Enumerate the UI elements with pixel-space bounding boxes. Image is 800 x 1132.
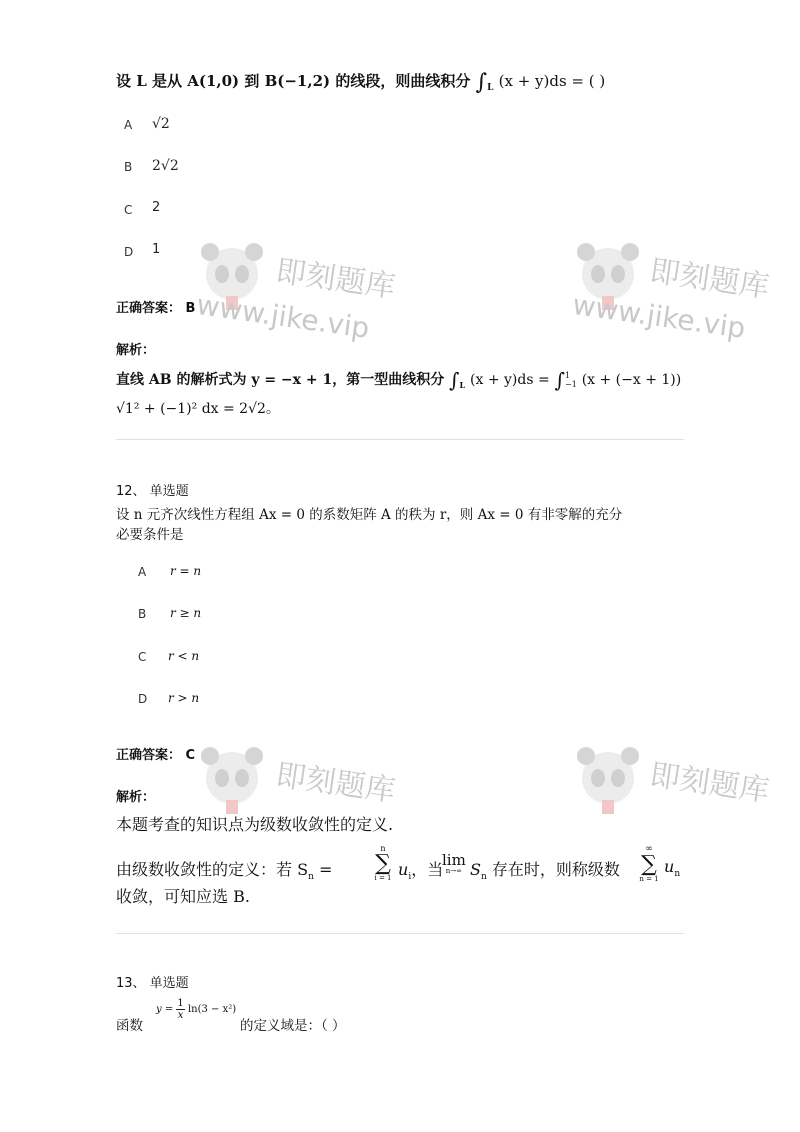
q13-suffix: 的定义域是：（ ） bbox=[240, 1018, 346, 1034]
q12-header: 12、 单选题 bbox=[116, 484, 189, 499]
q12-analysis-line3: 收敛，可知应选 B. bbox=[116, 887, 250, 906]
q11-option-b-value: 2√2 bbox=[152, 158, 179, 174]
q12-analysis-text bbox=[116, 857, 332, 882]
formula-y: y = bbox=[156, 1004, 174, 1015]
q12-option-c-letter: C bbox=[138, 650, 147, 664]
q12-option-d-value: r > n bbox=[168, 691, 200, 705]
fraction-denominator: x bbox=[177, 1010, 184, 1021]
lim-word: lim bbox=[442, 851, 466, 869]
integral-upper-limit: 1 bbox=[565, 371, 571, 380]
q12-analysis-text-e: 存在时，则称级数 bbox=[486, 860, 620, 879]
q11-analysis-expr: (x + (−x + 1)) bbox=[581, 372, 682, 388]
q11-option-a-letter: A bbox=[124, 118, 133, 132]
integral-symbol: ∫ bbox=[449, 368, 460, 392]
q12-option-b-letter: B bbox=[138, 607, 147, 621]
q13-stem bbox=[116, 996, 416, 1040]
q12-analysis-exists bbox=[470, 857, 620, 882]
s-term: S bbox=[470, 860, 481, 879]
q11-option-d-value: 1 bbox=[152, 242, 161, 257]
q11-analysis-text: 直线 AB 的解析式为 y = −x + 1，第一型曲线积分 bbox=[116, 372, 445, 388]
watermark-left-2 bbox=[196, 740, 416, 810]
q12-stem-line1: 设 n 元齐次线性方程组 Ax = 0 的系数矩阵 A 的秩为 r，则 Ax = 0 有非零解的充分 bbox=[116, 507, 623, 523]
watermark-left-1 bbox=[196, 236, 436, 356]
section-divider bbox=[116, 933, 684, 934]
subscript-n: n bbox=[308, 872, 314, 883]
q11-stem-prefix: 设 L 是从 A(1,0) 到 B(−1,2) 的线段，则曲线积分 bbox=[116, 72, 471, 90]
subscript-i: i bbox=[408, 872, 412, 883]
u-term: u bbox=[398, 860, 409, 879]
q13-header: 13、 单选题 bbox=[116, 976, 189, 991]
watermark-brand: 即刻题库 bbox=[647, 253, 772, 306]
q12-option-a-letter: A bbox=[138, 565, 147, 579]
q11-integrand: (x + y)ds = ( ) bbox=[498, 72, 606, 90]
watermark-right-2 bbox=[572, 740, 772, 810]
q12-option-d-letter: D bbox=[138, 692, 148, 706]
q12-analysis-text-a: 由级数收敛性的定义：若 S bbox=[116, 860, 309, 879]
q13-formula bbox=[156, 998, 236, 1021]
u-term: u bbox=[664, 857, 675, 876]
section-divider bbox=[116, 439, 684, 440]
q11-option-b-letter: B bbox=[124, 160, 133, 174]
q12-option-b-value: r ≥ n bbox=[170, 606, 202, 620]
integral-lower-limit: −1 bbox=[565, 380, 577, 389]
panda-logo-icon bbox=[572, 740, 646, 814]
q12-analysis-when: ，当 bbox=[411, 860, 444, 879]
q13-prefix: 函数 bbox=[116, 1018, 143, 1034]
sum-upper: ∞ bbox=[645, 844, 653, 854]
q12-option-a-value: r = n bbox=[170, 564, 202, 578]
watermark-brand: 即刻题库 bbox=[273, 757, 398, 810]
sum-symbol-2 bbox=[636, 845, 662, 883]
equals-sign: = bbox=[313, 860, 333, 879]
q11-stem bbox=[116, 70, 605, 99]
q11-option-c-letter: C bbox=[124, 203, 133, 217]
watermark-right-1 bbox=[570, 236, 772, 356]
sigma-icon: ∑ bbox=[641, 852, 657, 877]
panda-logo-icon bbox=[196, 740, 270, 814]
q12-option-c-value: r < n bbox=[168, 649, 200, 663]
lim-operator bbox=[442, 853, 466, 875]
q11-analysis-integrand: (x + y)ds = bbox=[470, 372, 550, 388]
q12-analysis-term bbox=[398, 857, 443, 882]
q11-correct-answer: 正确答案： B bbox=[116, 301, 196, 316]
integral-subscript: L bbox=[459, 379, 466, 390]
q11-analysis-line2: √1² + (−1)² dx = 2√2。 bbox=[116, 401, 280, 417]
watermark-url: www.jike.vip bbox=[570, 288, 748, 345]
subscript-n: n bbox=[480, 872, 487, 883]
watermark-brand: 即刻题库 bbox=[647, 757, 772, 810]
sum-upper: n bbox=[380, 844, 386, 853]
watermark-brand: 即刻题库 bbox=[273, 253, 398, 306]
sum-symbol-1 bbox=[370, 845, 396, 882]
q11-analysis-line1 bbox=[116, 368, 681, 392]
q12-analysis-label: 解析： bbox=[116, 790, 156, 805]
lim-sub: n→∞ bbox=[445, 867, 463, 875]
formula-ln: ln(3 − x²) bbox=[187, 1004, 237, 1015]
sigma-icon: ∑ bbox=[375, 851, 391, 876]
q12-analysis-line1: 本题考查的知识点为级数收敛性的定义. bbox=[116, 815, 394, 834]
fraction-numerator: 1 bbox=[177, 998, 184, 1009]
q12-correct-answer: 正确答案： C bbox=[116, 748, 196, 763]
sum-lower: n = 1 bbox=[639, 875, 659, 883]
integral-symbol: ∫ bbox=[554, 368, 566, 392]
q11-option-a-value: √2 bbox=[152, 116, 170, 132]
q12-analysis-un bbox=[664, 857, 680, 879]
watermark-url: www.jike.vip bbox=[194, 288, 372, 345]
q11-option-c-value: 2 bbox=[152, 200, 161, 215]
q11-analysis-label: 解析： bbox=[116, 343, 156, 358]
integral-subscript: L bbox=[487, 83, 494, 93]
subscript-n: n bbox=[674, 869, 681, 880]
q11-option-d-letter: D bbox=[124, 245, 134, 259]
integral-symbol: ∫ bbox=[475, 70, 488, 95]
q12-stem-line2: 必要条件是 bbox=[116, 527, 184, 543]
sum-lower: i = 1 bbox=[374, 874, 392, 882]
